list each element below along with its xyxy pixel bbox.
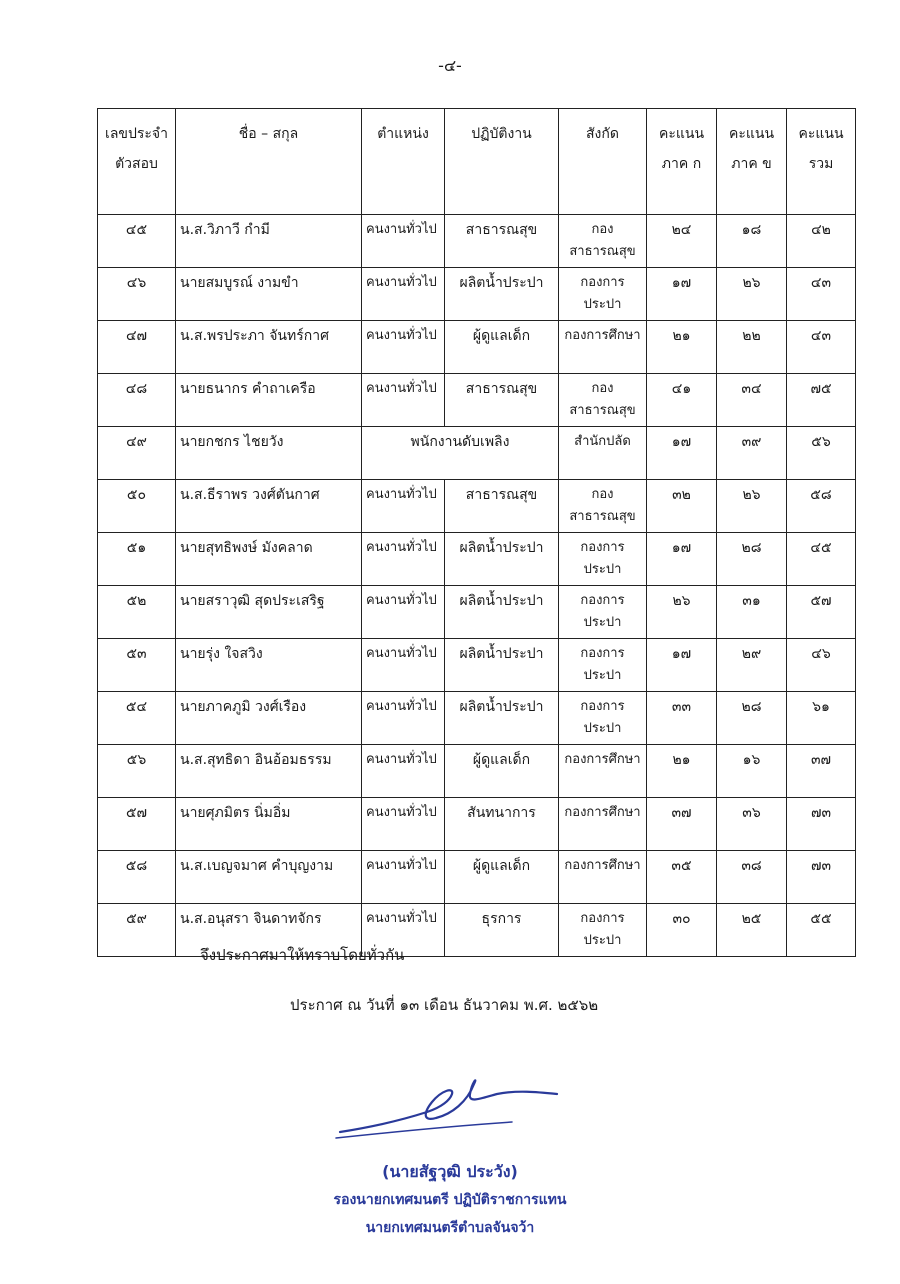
table-row (98, 798, 856, 851)
cell-work: สันทนาการ (445, 798, 559, 851)
signer-title-line-2: นายกเทศมนตรีตำบลจันจว้า (365, 1220, 535, 1236)
cell-total: ๗๕ (787, 374, 856, 427)
signature (332, 1072, 562, 1142)
cell-name: นายธนากร คำถาเครือ (176, 374, 362, 427)
cell-work: ผลิตน้ำประปา (445, 692, 559, 745)
cell-name: นายภาคภูมิ วงศ์เรือง (176, 692, 362, 745)
cell-work: ผลิตน้ำประปา (445, 533, 559, 586)
cell-exam-number: ๕๒ (98, 586, 176, 639)
cell-total: ๔๓ (787, 268, 856, 321)
cell-name: น.ส.พรประภา จันทร์กาศ (176, 321, 362, 374)
cell-affiliation: กองการประปา (559, 268, 647, 321)
cell-score-b: ๒๖ (717, 480, 787, 533)
cell-name: นายศุภมิตร นิ่มอิ่ม (176, 798, 362, 851)
header-total: คะแนนรวม (787, 109, 856, 215)
cell-total: ๔๖ (787, 639, 856, 692)
cell-work: ผู้ดูแลเด็ก (445, 745, 559, 798)
closing-text: จึงประกาศมาให้ทราบโดยทั่วกัน (200, 946, 405, 964)
cell-score-b: ๒๕ (717, 904, 787, 957)
cell-score-b: ๒๘ (717, 692, 787, 745)
cell-total: ๖๑ (787, 692, 856, 745)
cell-affiliation: กองการศึกษา (559, 745, 647, 798)
table-body (98, 215, 856, 957)
cell-affiliation: กองการศึกษา (559, 321, 647, 374)
cell-position: คนงานทั่วไป (362, 215, 445, 268)
score-table (97, 108, 856, 957)
announce-date: ประกาศ ณ วันที่ ๑๓ เดือน ธันวาคม พ.ศ. ๒๕๖๒ (290, 996, 599, 1014)
header-position: ตำแหน่ง (362, 109, 445, 215)
header-exam-number: เลขประจำตัวสอบ (98, 109, 176, 215)
cell-position: คนงานทั่วไป (362, 692, 445, 745)
cell-score-b: ๓๘ (717, 851, 787, 904)
cell-total: ๓๗ (787, 745, 856, 798)
cell-name: นายสราวุฒิ สุดประเสริฐ (176, 586, 362, 639)
cell-position: คนงานทั่วไป (362, 745, 445, 798)
table-row (98, 215, 856, 268)
cell-work: ผู้ดูแลเด็ก (445, 321, 559, 374)
cell-exam-number: ๕๘ (98, 851, 176, 904)
cell-name: นายกชกร ไชยวัง (176, 427, 362, 480)
cell-exam-number: ๕๐ (98, 480, 176, 533)
cell-exam-number: ๕๓ (98, 639, 176, 692)
page-number: -๔- (438, 56, 462, 75)
cell-name: นายสุทธิพงษ์ มังคลาด (176, 533, 362, 586)
cell-score-b: ๑๘ (717, 215, 787, 268)
table-row (98, 533, 856, 586)
cell-work: สาธารณสุข (445, 215, 559, 268)
cell-affiliation: กองการประปา (559, 586, 647, 639)
cell-position: คนงานทั่วไป (362, 904, 445, 957)
cell-score-a: ๑๗ (647, 427, 717, 480)
table-header-row (98, 109, 856, 215)
cell-exam-number: ๔๖ (98, 268, 176, 321)
cell-exam-number: ๕๔ (98, 692, 176, 745)
cell-work: สาธารณสุข (445, 480, 559, 533)
cell-score-b: ๓๑ (717, 586, 787, 639)
cell-position: คนงานทั่วไป (362, 798, 445, 851)
cell-position-merged: พนักงานดับเพลิง (362, 427, 559, 480)
cell-exam-number: ๕๙ (98, 904, 176, 957)
cell-affiliation: กองการศึกษา (559, 798, 647, 851)
cell-score-a: ๒๑ (647, 321, 717, 374)
cell-affiliation: กองสาธารณสุข (559, 215, 647, 268)
cell-score-a: ๓๒ (647, 480, 717, 533)
cell-score-a: ๓๗ (647, 798, 717, 851)
cell-name: น.ส.วิภาวี กำมี (176, 215, 362, 268)
cell-total: ๕๘ (787, 480, 856, 533)
cell-position: คนงานทั่วไป (362, 639, 445, 692)
cell-position: คนงานทั่วไป (362, 851, 445, 904)
cell-name: น.ส.ธีราพร วงศ์ตันกาศ (176, 480, 362, 533)
table-row (98, 480, 856, 533)
cell-position: คนงานทั่วไป (362, 374, 445, 427)
cell-total: ๗๓ (787, 798, 856, 851)
cell-work: ผลิตน้ำประปา (445, 268, 559, 321)
cell-score-b: ๓๙ (717, 427, 787, 480)
cell-position: คนงานทั่วไป (362, 586, 445, 639)
header-score-b: คะแนนภาค ข (717, 109, 787, 215)
cell-total: ๕๗ (787, 586, 856, 639)
cell-affiliation: กองการประปา (559, 692, 647, 745)
cell-position: คนงานทั่วไป (362, 533, 445, 586)
header-name: ชื่อ – สกุล (176, 109, 362, 215)
cell-work: ธุรการ (445, 904, 559, 957)
cell-work: สาธารณสุข (445, 374, 559, 427)
cell-work: ผลิตน้ำประปา (445, 586, 559, 639)
cell-position: คนงานทั่วไป (362, 480, 445, 533)
cell-score-a: ๔๑ (647, 374, 717, 427)
table-row (98, 745, 856, 798)
cell-total: ๕๖ (787, 427, 856, 480)
cell-affiliation: กองสาธารณสุข (559, 374, 647, 427)
cell-score-b: ๑๖ (717, 745, 787, 798)
header-work: ปฏิบัติงาน (445, 109, 559, 215)
cell-total: ๕๕ (787, 904, 856, 957)
signer-block (300, 1158, 600, 1242)
cell-score-a: ๓๕ (647, 851, 717, 904)
cell-score-b: ๒๒ (717, 321, 787, 374)
table-row (98, 692, 856, 745)
cell-total: ๔๓ (787, 321, 856, 374)
cell-exam-number: ๕๑ (98, 533, 176, 586)
cell-name: น.ส.สุทธิดา อินอ้อมธรรม (176, 745, 362, 798)
cell-score-a: ๒๔ (647, 215, 717, 268)
table-row (98, 639, 856, 692)
cell-total: ๔๒ (787, 215, 856, 268)
cell-score-b: ๒๙ (717, 639, 787, 692)
cell-exam-number: ๔๗ (98, 321, 176, 374)
table-row (98, 374, 856, 427)
header-score-a: คะแนนภาค ก (647, 109, 717, 215)
cell-name: น.ส.อนุสรา จินดาทจักร (176, 904, 362, 957)
table-row (98, 321, 856, 374)
cell-score-b: ๒๖ (717, 268, 787, 321)
cell-affiliation: กองการประปา (559, 533, 647, 586)
cell-score-a: ๒๑ (647, 745, 717, 798)
header-affiliation: สังกัด (559, 109, 647, 215)
cell-score-b: ๒๘ (717, 533, 787, 586)
cell-score-a: ๑๗ (647, 268, 717, 321)
cell-score-a: ๑๗ (647, 639, 717, 692)
cell-exam-number: ๔๕ (98, 215, 176, 268)
signer-title-line-1: รองนายกเทศมนตรี ปฏิบัติราชการแทน (333, 1192, 567, 1208)
signer-name: (นายสัฐวุฒิ ประวัง) (382, 1162, 518, 1181)
cell-affiliation: กองสาธารณสุข (559, 480, 647, 533)
cell-name: น.ส.เบญจมาศ คำบุญงาม (176, 851, 362, 904)
cell-score-b: ๓๖ (717, 798, 787, 851)
cell-position: คนงานทั่วไป (362, 321, 445, 374)
table-row (98, 427, 856, 480)
table-row (98, 851, 856, 904)
cell-affiliation: กองการประปา (559, 904, 647, 957)
table-row (98, 586, 856, 639)
cell-exam-number: ๔๙ (98, 427, 176, 480)
cell-exam-number: ๔๘ (98, 374, 176, 427)
cell-name: นายรุ่ง ใจสวิง (176, 639, 362, 692)
cell-score-a: ๓๐ (647, 904, 717, 957)
cell-position: คนงานทั่วไป (362, 268, 445, 321)
cell-score-a: ๒๖ (647, 586, 717, 639)
cell-affiliation: กองการศึกษา (559, 851, 647, 904)
cell-affiliation: กองการประปา (559, 639, 647, 692)
cell-work: ผู้ดูแลเด็ก (445, 851, 559, 904)
cell-total: ๔๕ (787, 533, 856, 586)
cell-work: ผลิตน้ำประปา (445, 639, 559, 692)
cell-affiliation: สำนักปลัด (559, 427, 647, 480)
cell-total: ๗๓ (787, 851, 856, 904)
cell-exam-number: ๕๖ (98, 745, 176, 798)
cell-score-a: ๑๗ (647, 533, 717, 586)
cell-exam-number: ๕๗ (98, 798, 176, 851)
cell-score-a: ๓๓ (647, 692, 717, 745)
table-row (98, 268, 856, 321)
cell-score-b: ๓๔ (717, 374, 787, 427)
cell-name: นายสมบูรณ์ งามขำ (176, 268, 362, 321)
